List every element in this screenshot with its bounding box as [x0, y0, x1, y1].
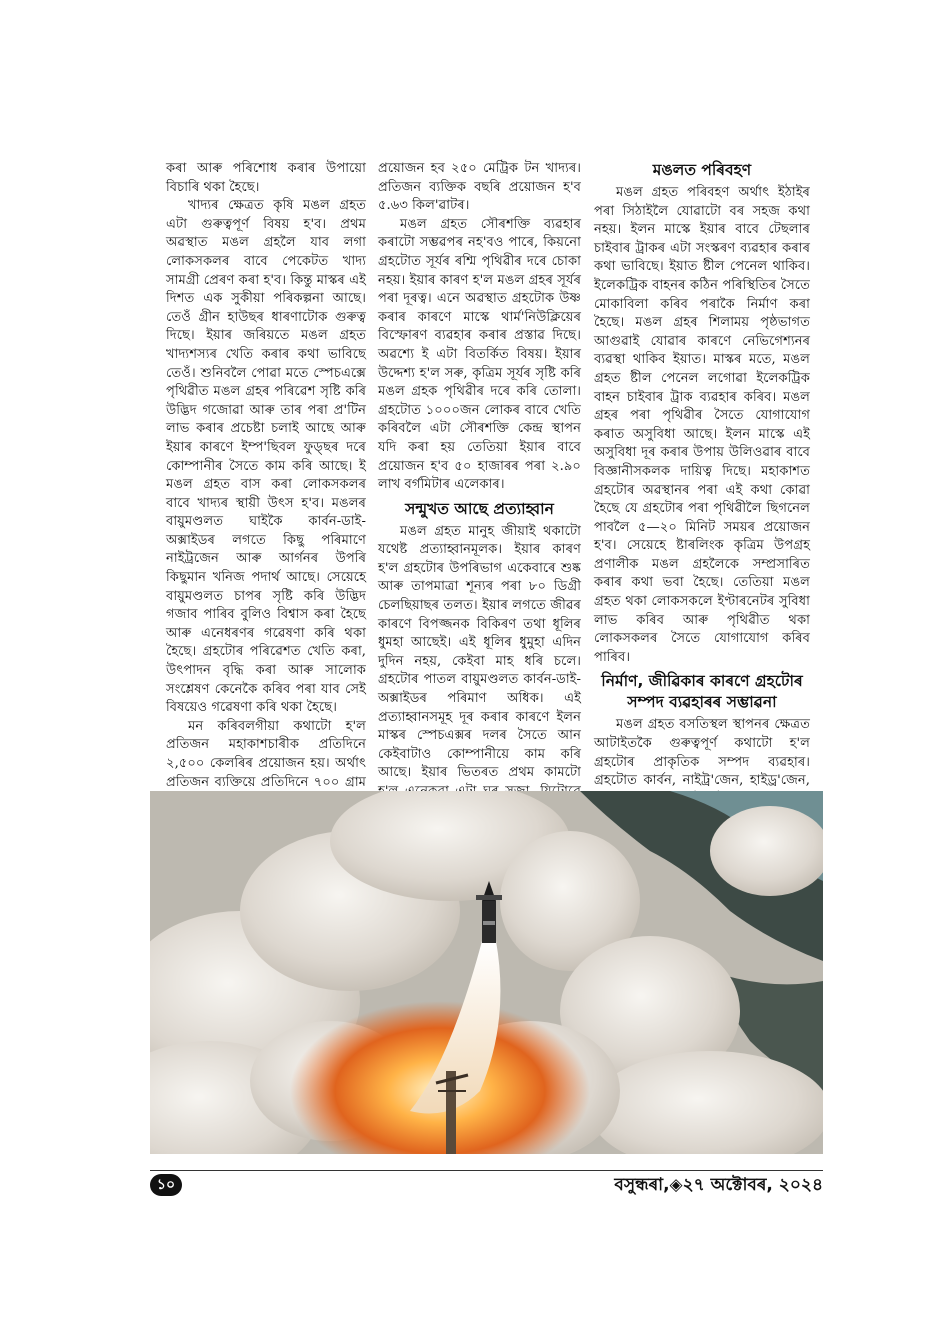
- paragraph: খাদ্যৰ ক্ষেত্ৰত কৃষি মঙল গ্ৰহত এটা গুৰুত্বপূৰ্ণ বিষয় হ'ব। প্ৰথম অৱস্থাত মঙল গ্ৰহলৈ যাব লগা লোকসকলৰ বাবে পেকেটত খাদ্য সামগ্ৰী প্ৰেৰণ কৰা হ'ব। কিন্তু মাস্কৰ এই দিশত এক সুকীয়া পৰিকল্পনা আছে। তেওঁ গ্ৰীন হাউছৰ ধাৰণাটোক গুৰুত্ব দিছে। ইয়াৰ জৰিয়তে মঙল গ্ৰহত খাদ্যশস্যৰ খেতি কৰাৰ কথা ভাবিছে তেওঁ। শুনিবলৈ পোৱা মতে স্পেচএক্সে পৃথিৱীত মঙল গ্ৰহৰ পৰিৱেশ সৃষ্টি কৰি উদ্ভিদ গজোৱা আৰু তাৰ পৰা প্ৰ'টিন লাভ কৰাৰ প্ৰচেষ্টা চলাই আছে আৰু ইয়াৰ কাৰণে ইম্প'ছিবল ফুড্ছৰ দৰে কোম্পানীৰ সৈতে কাম কৰি আছে। ই মঙল গ্ৰহত বাস কৰা লোকসকলৰ বাবে খাদ্যৰ স্থায়ী উৎস হ'ব। মঙলৰ বায়ুমণ্ডলত ঘাইকৈ কাৰ্বন-ডাই-অক্সাইডৰ লগতে কিছু পৰিমাণে নাইট্ৰজেন আৰু আৰ্গনৰ উপৰি কিছুমান খনিজ পদাৰ্থ আছে। সেয়েহে বায়ুমণ্ডলত চাপৰ সৃষ্টি কৰি উদ্ভিদ গজাব পাৰিব বুলিও বিশ্বাস কৰা হৈছে আৰু এনেধৰণৰ গৱেষণা কৰি থকা হৈছে। গ্ৰহটোৰ পৰিৱেশত খেতি কৰা, উৎপাদন বৃদ্ধি কৰা আৰু সালোক সংশ্লেষণ কেনেকৈ কৰিব পৰা যাব সেই বিষয়েও গৱেষণা কৰি থকা হৈছে।: [166, 198, 366, 716]
- rocket-launch-photo: [150, 791, 823, 1154]
- paragraph: মঙল গ্ৰহত মানুহ জীয়াই থকাটো যথেষ্ট প্ৰত্যাহ্বানমূলক। ইয়াৰ কাৰণ হ'ল গ্ৰহটোৰ উপৰিভাগ একেবাৰে শুষ্ক আৰু তাপমাত্ৰা শূন্যৰ পৰা ৮০ ডিগ্ৰী চেলছিয়াছৰ তলত। ইয়াৰ লগতে জীৱৰ কাৰণে বিপজ্জনক বিকিৰণ তথা ধূলিৰ ধুমহা আছেই। এই ধূলিৰ ধুমুহা এদিন দুদিন নহয়, কেইবা মাহ ধৰি চলে। গ্ৰহটোৰ পাতল বায়ুমণ্ডলত কাৰ্বন-ডাই-অক্সাইডৰ পৰিমাণ অধিক। এই প্ৰত্যাহ্বানসমূহ দূৰ কৰাৰ কাৰণে ইলন মাস্কৰ স্পেচএক্সৰ দলৰ সৈতে আন কেইবাটাও কোম্পানীয়ে কাম কৰি আছে। ইয়াৰ ভিতৰত প্ৰথম কামটো: [378, 523, 581, 781]
- section-heading: সন্মুখত আছে প্ৰত্যাহ্বান: [405, 499, 554, 518]
- paragraph: মঙল গ্ৰহত সৌৰশক্তি ব্যৱহাৰ কৰাটো সম্ভৱপৰ নহ'বও পাৰে, কিয়নো গ্ৰহটোত সূৰ্যৰ ৰশ্মি পৃথিৱীৰ দৰে চোকা নহয়। ইয়াৰ কাৰণ হ'ল মঙল গ্ৰহৰ সূৰ্যৰ পৰা দূৰত্ব। এনে অৱস্থাত গ্ৰহটোক উষ্ণ কৰাৰ কাৰণে মাস্কে থাৰ্ম'নিউক্লিয়েৰ বিস্ফোৰণ ব্যৱহাৰ কৰাৰ প্ৰস্তাৱ দিছে। অৱশ্যে ই এটা বিতৰ্কিত বিষয়। ইয়াৰ উদ্দেশ্য হ'ল সৰু, কৃত্ৰিম সূৰ্যৰ সৃষ্টি কৰি মঙল গ্ৰহক পৃথিৱীৰ দৰে কৰি তোলা। গ্ৰহটোত ১০০০জন লোকৰ বাবে খেতি কৰিবলৈ এটা সৌৰশক্তি কেন্দ্ৰ স্থাপন যদি কৰা হয় তেতিয়া ইয়াৰ বাবে প্ৰয়োজন হ'ব ৫০ হাজাৰৰ পৰা ২.৯০ লাখ বৰ্গমিটাৰ এলেকাৰ।: [378, 216, 581, 493]
- article-column-2: [378, 160, 581, 839]
- issue-date: ২৭ অক্টোবৰ, ২০২৪: [682, 1175, 823, 1195]
- separator-icon: ◈: [669, 1175, 683, 1195]
- section-heading: মঙলত পৰিবহণ: [652, 161, 752, 179]
- page-number: ১০: [150, 1174, 182, 1196]
- paragraph: কৰা আৰু পৰিশোধ কৰাৰ উপায়ো বিচাৰি থকা হৈছে।: [166, 161, 366, 195]
- paragraph: মঙল গ্ৰহত পৰিবহণ অৰ্থাৎ ইঠাইৰ পৰা সিঠাইলৈ যোৱাটো বৰ সহজ কথা নহয়। ইলন মাস্কে ইয়াৰ বাবে টেছলাৰ চাইবাৰ ট্ৰাকৰ এটা সংস্কৰণ ব্যৱহাৰ কৰাৰ কথা ভাবিছে। ইয়াত ষ্টীল পেনেল থাকিব। ইলেকট্ৰিক বাহনৰ কঠিন পৰিস্থিতিৰ সৈতে মোকাবিলা কৰিব পৰাকৈ নিৰ্মাণ কৰা হৈছে। মঙল গ্ৰহৰ শিলাময় পৃষ্ঠভাগত আগুৱাই যোৱাৰ কাৰণে নেভিগেশ্যনৰ ব্যৱস্থা থাকিব ইয়াত। মাস্কৰ মতে, মঙল গ্ৰহত ষ্টীল পেনেল লগোৱা ইলেকট্ৰিক বাহন চাইবাৰ ট্ৰাক ব্যৱহাৰ কৰিব। মঙল গ্ৰহৰ পৰা পৃথিৱীৰ সৈতে যোগাযোগ কৰাত অসুবিধা আছে। ইলন মাস্কে এই অসুবিধা দূৰ কৰাৰ উপায় উলিওৱাৰ বাবে বিজ্ঞানীসকলক দায়িত্ব দিছে। মহাকাশত গ্ৰহটোৰ অৱস্থানৰ পৰা এই কথা কোৱা হৈছে যে গ্ৰহটোৰ পৰা পৃথিৱীলৈ ছিগনেল পাবলৈ ৫—২০ মিনিট সময়ৰ প্ৰয়োজন হ'ব। সেয়েহে ষ্টাৰলিংক কৃত্ৰিম উপগ্ৰহ প্ৰণালীক মঙল গ্ৰহলৈকে সম্প্ৰসাৰিত কৰাৰ কথা ভবা হৈছে। তেতিয়া মঙল গ্ৰহত থকা লোকসকলে ইণ্টাৰনেটৰ সুবিধা লাভ কৰিব আৰু পৃথিৱীত থকা লোকসকলৰ সৈতে যোগাযোগ কৰিব পাৰিব।: [594, 185, 810, 665]
- article-column-3: [594, 160, 810, 847]
- paragraph: মন কৰিবলগীয়া কথাটো হ'ল প্ৰতিজন মহাকাশচাৰীক প্ৰতিদিনে ২,৫০০ কেলৰিৰ প্ৰয়োজন হয়। অৰ্থাৎ প্ৰতিজন ব্যক্তিয়ে প্ৰতিদিনে ৭০০ গ্ৰাম: [166, 718, 366, 790]
- footer-rule: [150, 1170, 823, 1171]
- magazine-footer: [614, 1172, 823, 1198]
- rocket-launch-illustration: [150, 791, 823, 1154]
- paragraph: প্ৰয়োজন হব ২৫০ মেট্ৰিক টন খাদ্যৰ। প্ৰতিজন ব্যক্তিক বছৰি প্ৰয়োজন হ'ব ৫.৬৩ কিল'ৱাটৰ।: [378, 161, 581, 214]
- section-heading: নিৰ্মাণ, জীৱিকাৰ কাৰণে গ্ৰহটোৰ সম্পদ ব্যৱহাৰৰ সম্ভাৱনা: [601, 672, 803, 712]
- article-column-1: [166, 160, 366, 867]
- magazine-name: বসুন্ধৰা,: [614, 1175, 670, 1195]
- paragraph: মঙল গ্ৰহত বসতিস্থল স্থাপনৰ ক্ষেত্ৰত আটাইতকৈ গুৰুত্বপূৰ্ণ কথাটো হ'ল গ্ৰহটোৰ প্ৰাকৃতিক সম্পদ ব্যৱহাৰ। গ্ৰহটোত কাৰ্বন, নাইট্ৰ'জেন, হাইড্ৰ'জেন,: [594, 717, 810, 789]
